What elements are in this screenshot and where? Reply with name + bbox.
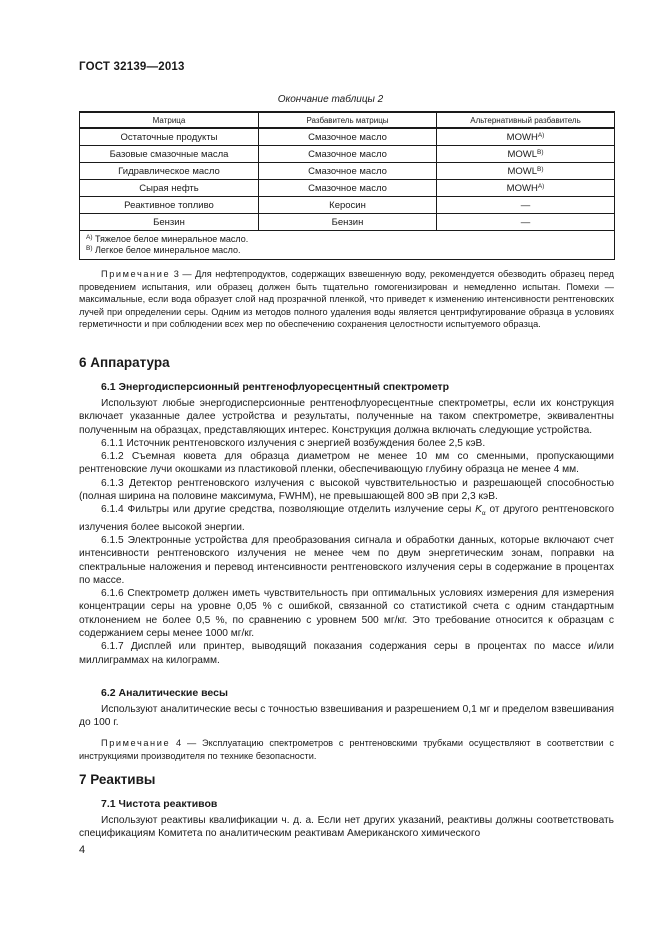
paragraph-6-1-2: 6.1.2 Съемная кювета для образца диаметром не менее 10 мм со сменными, пропускающими рентгеновские лучи окошками из пластиковой пленки, обеспечивающую глубину образца не менее 4 мм. bbox=[79, 451, 614, 476]
section-6-2-body: Используют аналитические весы с точностью взвешивания и разрешением 0,1 мг и пределом взвешивания до 100 г. bbox=[79, 704, 614, 729]
note-3 bbox=[79, 268, 614, 331]
footnote-mark: A) bbox=[537, 182, 545, 190]
note-4 bbox=[79, 737, 614, 762]
note-label: Примечание bbox=[101, 738, 171, 748]
cell-matrix: Базовые смазочные масла bbox=[80, 146, 259, 163]
k-symbol: K bbox=[475, 504, 482, 516]
footnote-mark: B) bbox=[86, 245, 93, 252]
table-row bbox=[80, 214, 615, 231]
cell-diluent: Смазочное масло bbox=[259, 163, 437, 180]
subsection-6-1-heading: 6.1 Энергодисперсионный рентгенофлуоресцентный спектрометр bbox=[101, 381, 450, 393]
table-row bbox=[80, 128, 615, 146]
paragraph-6-1-3: 6.1.3 Детектор рентгеновского излучения с высокой чувствительностью и разрешающей способностью (полная ширина на половине максимума, FWHM), не превышающей 800 эВ при 2,3 кэВ. bbox=[79, 477, 614, 503]
cell-diluent: Смазочное масло bbox=[259, 128, 437, 146]
standard-number: ГОСТ 32139—2013 bbox=[79, 61, 185, 73]
table-row bbox=[80, 163, 615, 180]
cell-diluent: Бензин bbox=[259, 214, 437, 231]
section-6-heading: 6 Аппаратура bbox=[79, 355, 170, 370]
paragraph-6-1-4 bbox=[79, 503, 614, 534]
paragraph-6-1-1: 6.1.1 Источник рентгеновского излучения с энергией возбуждения более 2,5 кэВ. bbox=[101, 437, 486, 449]
matrix-table bbox=[79, 111, 615, 260]
paragraph-6-1-6: 6.1.6 Спектрометр должен иметь чувствительность при оптимальных условиях измерения для измерения концентрации серы на уровне 0,05 % с ошибкой, связанной со статистикой счета с одним стандартным отклонением не более 0,5 %, по сравнению с уровнем 500 мг/кг. Это требование относится к образцам с содержанием серы менее 1000 мг/кг. bbox=[79, 588, 614, 640]
footnote-b bbox=[86, 245, 608, 256]
cell-diluent: Смазочное масло bbox=[259, 180, 437, 197]
alt-value: MOWH bbox=[506, 131, 538, 143]
table-footnotes-row bbox=[80, 231, 615, 260]
note-text: 3 — Для нефтепродуктов, содержащих взвешенную воду, рекомендуется обезводить образец перед проведением испытания, или образец должен быть тщательно гомогенизирован и немедленно испытан. Помехи — максимальные, если вода образует слой над прозрачной пленкой, что приведет к изменению интенсивности рентгеновских лучей при определении серы. Одним из методов полного удаления воды является центрифугирование образца в условиях герметичности и при соблюдении всех мер по обеспечению сохранения целостности испытуемого образца. bbox=[79, 269, 614, 329]
paragraph-6-1-7: 6.1.7 Дисплей или принтер, выводящий показания содержания серы в процентах по массе и/или миллиграммах на килограмм. bbox=[79, 641, 614, 666]
alt-value: — bbox=[520, 216, 531, 228]
footnote-mark: B) bbox=[537, 148, 544, 156]
footnote-mark: A) bbox=[86, 234, 93, 241]
column-header-alt-diluent: Альтернативный разбавитель bbox=[437, 112, 615, 128]
cell-alt bbox=[437, 128, 615, 146]
note-text: 4 — Эксплуатацию спектрометров с рентгеновскими трубками осуществляют в соответствии с инструкциями производителя по технике безопасности. bbox=[79, 738, 614, 761]
footnote-text: Легкое белое минеральное масло. bbox=[92, 245, 241, 255]
footnote-a bbox=[86, 234, 608, 245]
cell-matrix: Гидравлическое масло bbox=[80, 163, 259, 180]
table-row bbox=[80, 180, 615, 197]
paragraph: Используют любые энергодисперсионные рентгенофлуоресцентные спектрометры, если их конструкция включает указанные далее устройства и результаты, полученные на таком спектрометре, эквивалентны полученным на образцах, представляющих интерес. Конструкция должна включать следующие устройства. bbox=[79, 398, 614, 436]
footnote-mark: A) bbox=[537, 131, 545, 139]
column-header-matrix: Матрица bbox=[80, 112, 259, 128]
cell-diluent: Смазочное масло bbox=[259, 146, 437, 163]
cell-alt bbox=[437, 163, 615, 180]
section-6-1-body bbox=[79, 397, 614, 667]
column-header-diluent: Разбавитель матрицы bbox=[259, 112, 437, 128]
paragraph-6-1-5: 6.1.5 Электронные устройства для преобразования сигнала и обработки данных, которые включают счет интенсивности рентгеновского излучения не менее чем по двум энергетическим зонам, поправки на спектральные наложения и перевод интенсивности рентгеновского излучения серы в содержание в процентах по массе. bbox=[79, 535, 614, 586]
cell-diluent: Керосин bbox=[259, 197, 437, 214]
alt-value: — bbox=[520, 199, 531, 211]
cell-matrix: Реактивное топливо bbox=[80, 197, 259, 214]
page-number: 4 bbox=[79, 844, 86, 856]
cell-matrix: Сырая нефть bbox=[80, 180, 259, 197]
subsection-7-1-heading: 7.1 Чистота реактивов bbox=[101, 798, 218, 810]
section-7-1-body: Используют реактивы квалификации ч. д. а. Если нет других указаний, реактивы должны соответствовать спецификациям Комитета по аналитическим реактивам Американского химического bbox=[79, 815, 614, 840]
note-label: Примечание bbox=[101, 269, 171, 279]
table-row bbox=[80, 197, 615, 214]
alpha-subscript: α bbox=[481, 510, 486, 518]
text: 6.1.4 Фильтры или другие средства, позволяющие отделить излучение серы bbox=[101, 504, 476, 516]
alt-value: MOWH bbox=[506, 182, 538, 194]
cell-alt bbox=[437, 214, 615, 231]
table-row bbox=[80, 146, 615, 163]
subsection-6-2-heading: 6.2 Аналитические весы bbox=[101, 687, 228, 699]
table-footnotes bbox=[80, 231, 615, 260]
cell-alt bbox=[437, 197, 615, 214]
alt-value: MOWL bbox=[507, 148, 538, 160]
text: от другого рентгеновского излучения более высокой энергии. bbox=[79, 504, 614, 533]
cell-alt bbox=[437, 146, 615, 163]
cell-matrix: Бензин bbox=[80, 214, 259, 231]
table-caption: Окончание таблицы 2 bbox=[277, 94, 384, 105]
section-7-heading: 7 Реактивы bbox=[79, 772, 156, 787]
cell-matrix: Остаточные продукты bbox=[80, 128, 259, 146]
footnote-text: Тяжелое белое минеральное масло. bbox=[92, 234, 249, 244]
cell-alt bbox=[437, 180, 615, 197]
alt-value: MOWL bbox=[507, 165, 538, 177]
table-header-row bbox=[80, 112, 615, 128]
footnote-mark: B) bbox=[537, 165, 544, 173]
